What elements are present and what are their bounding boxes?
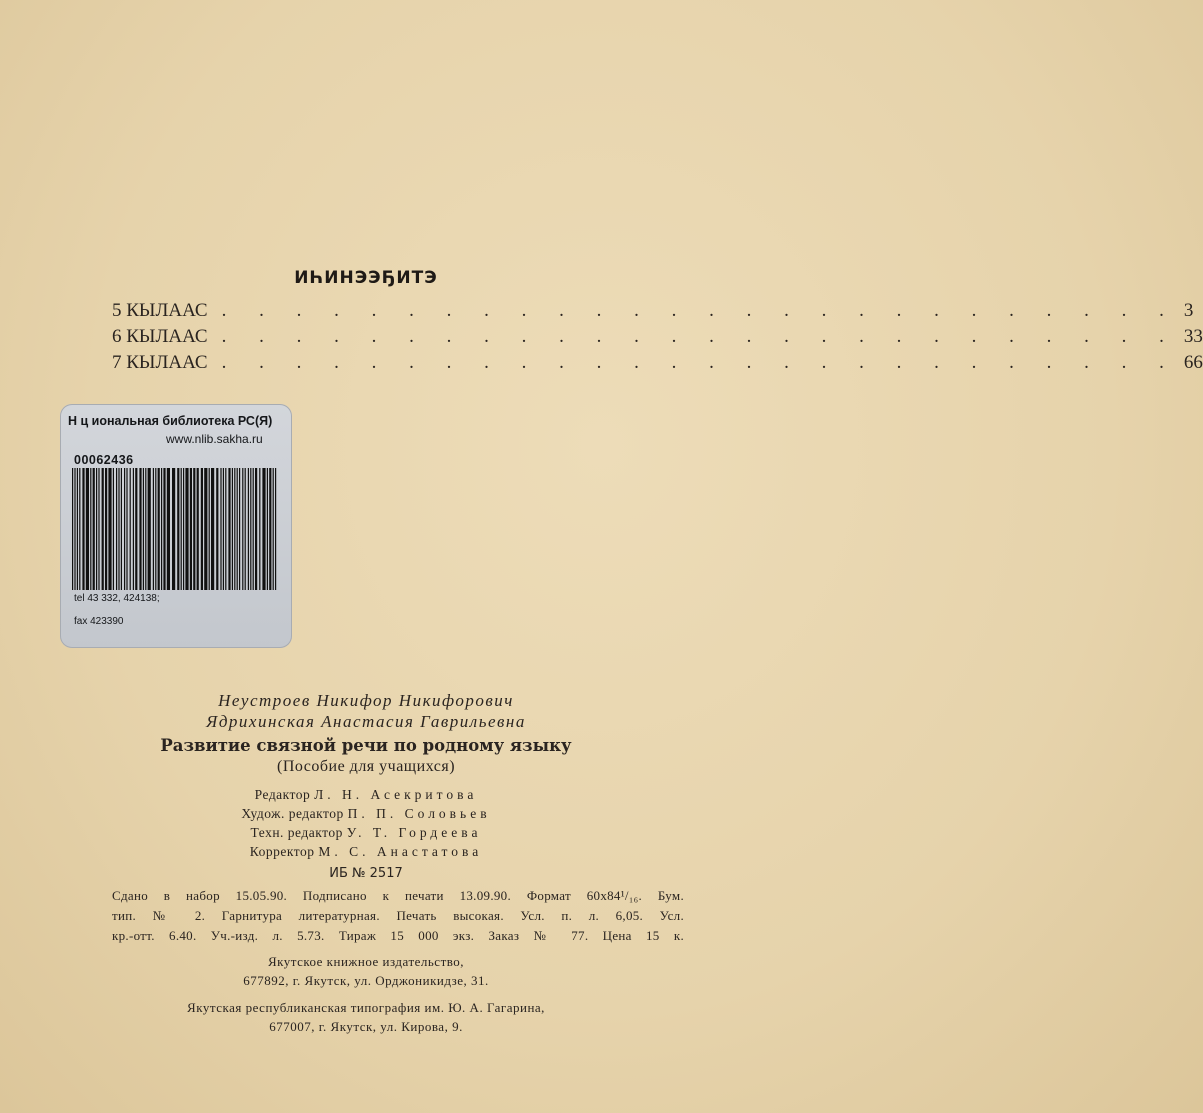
credit-person: Л. Н. Асекритова (314, 787, 478, 802)
credits (0, 785, 732, 861)
publisher (0, 952, 732, 990)
barcode-icon (72, 468, 280, 590)
toc-row (112, 300, 1194, 326)
toc-leader-dots: . . . . . . . . . . . . . . . . . . . . . . . . . . (221, 352, 1178, 373)
imprint-details (112, 886, 684, 946)
toc-row-label: 6 КЫЛААС (112, 326, 208, 347)
credit-person: М. С. Анастатова (318, 844, 483, 859)
author-1: Неустроев Никифор Никифорович (218, 691, 514, 710)
toc-row-label: 7 КЫЛААС (112, 352, 208, 373)
book-subtitle: (Пособие для учащихся) (276, 758, 456, 775)
credit-art-editor (0, 804, 732, 823)
inventory-number: 00062436 (74, 453, 134, 467)
toc-title: ИҺИНЭЭҔИТЭ (294, 268, 438, 288)
credit-role: Редактор (254, 787, 311, 802)
toc-row (112, 352, 1203, 378)
credit-tech-editor (0, 823, 732, 842)
toc-row-label: 5 КЫЛААС (112, 300, 208, 321)
toc-row-page: 33 (1183, 326, 1203, 347)
publisher-address: 677892, г. Якутск, ул. Орджоникидзе, 31. (243, 973, 489, 988)
library-tel: tel 43 332, 424138; (74, 593, 160, 604)
toc-leader-dots: . . . . . . . . . . . . . . . . . . . . . . . . . . (221, 326, 1178, 347)
table-of-contents (112, 300, 1203, 378)
library-name: Н ц иональная библиотека РС(Я) (68, 414, 273, 428)
credit-role: Техн. редактор (250, 825, 343, 840)
imprint-line: тип. № 2. Гарнитура литературная. Печать высокая. Усл. п. л. 6,05. Усл. (112, 908, 684, 923)
toc-row-page: 66 (1183, 352, 1203, 373)
imprint-line: Сдано в набор 15.05.90. Подписано к печати 13.09.90. Формат 60x84¹/₁₆. Бум. (112, 888, 684, 903)
authors (0, 690, 732, 732)
publisher-name: Якутское книжное издательство, (267, 954, 465, 969)
printer (0, 998, 732, 1036)
toc-row (112, 326, 1203, 352)
credit-role: Худож. редактор (241, 806, 344, 821)
credit-person: П. П. Соловьев (347, 806, 491, 821)
library-barcode-sticker (60, 404, 292, 648)
printer-address: 677007, г. Якутск, ул. Кирова, 9. (269, 1019, 463, 1034)
book-title: Развитие связной речи по родному языку (160, 736, 572, 755)
credit-role: Корректор (249, 844, 315, 859)
toc-row-page: 3 (1183, 300, 1194, 321)
printer-name: Якутская республиканская типография им. Ю. А. Гагарина, (187, 1000, 545, 1015)
ib-number: ИБ № 2517 (329, 866, 403, 881)
library-url: www.nlib.sakha.ru (166, 432, 263, 446)
author-2: Ядрихинская Анастасия Гаврильевна (206, 712, 526, 731)
toc-leader-dots: . . . . . . . . . . . . . . . . . . . . . . . . . . (221, 300, 1178, 321)
credit-corrector (0, 842, 732, 861)
library-fax: fax 423390 (74, 616, 124, 627)
imprint-line: кр.-отт. 6.40. Уч.-изд. л. 5.73. Тираж 15 000 экз. Заказ № 77. Цена 15 к. (112, 928, 684, 943)
credit-person: У. Т. Гордеева (346, 825, 482, 840)
credit-editor (0, 785, 732, 804)
